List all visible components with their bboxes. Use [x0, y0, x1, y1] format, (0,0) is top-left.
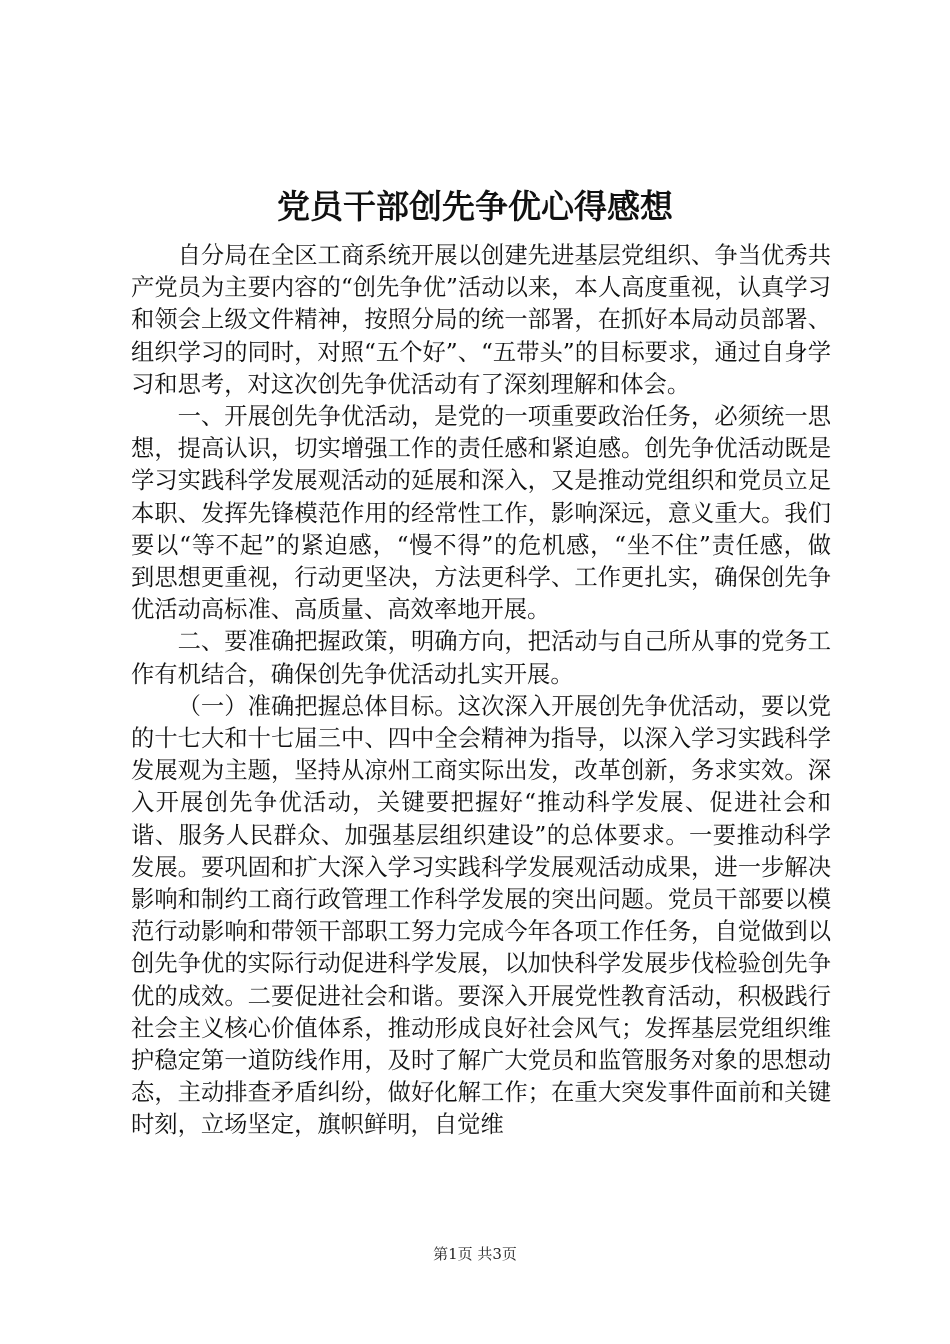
paragraph-subsection-one: （一）准确把握总体目标。这次深入开展创先争优活动，要以党的十七大和十七届三中、四中全会精神为指导，以深入学习实践科学发展观为主题，坚持从凉州工商实际出发，改革创新，务求实效。深入开展创先争优活动，关键要把握好“推动科学发展、促进社会和谐、服务人民群众、加强基层组织建设”的总体要求。一要推动科学发展。要巩固和扩大深入学习实践科学发展观活动成果，进一步解决影响和制约工商行政管理工作科学发展的突出问题。党员干部要以模范行动影响和带领干部职工努力完成今年各项工作任务，自觉做到以创先争优的实际行动促进科学发展，以加快科学发展步伐检验创先争优的成效。二要促进社会和谐。要深入开展党性教育活动，积极践行社会主义核心价值体系，推动形成良好社会风气；发挥基层党组织维护稳定第一道防线作用，及时了解广大党员和监管服务对象的思想动态，主动排查矛盾纠纷，做好化解工作；在重大突发事件面前和关键时刻，立场坚定，旗帜鲜明，自觉维	[131, 692, 831, 1139]
paragraph-section-two: 二、要准确把握政策，明确方向，把活动与自己所从事的党务工作有机结合，确保创先争优活动扎实开展。	[131, 628, 831, 688]
document-body	[131, 240, 831, 1142]
paragraph-section-one: 一、开展创先争优活动，是党的一项重要政治任务，必须统一思想，提高认识，切实增强工作的责任感和紧迫感。创先争优活动既是学习实践科学发展观活动的延展和深入，又是推动党组织和党员立足本职、发挥先锋模范作用的经常性工作，影响深远，意义重大。我们要以“等不起”的紧迫感，“慢不得”的危机感，“坐不住”责任感，做到思想更重视，行动更坚决，方法更科学、工作更扎实，确保创先争优活动高标准、高质量、高效率地开展。	[131, 403, 831, 624]
document-title: 党员干部创先争优心得感想	[277, 187, 673, 226]
page-footer: 第1页 共3页	[433, 1245, 517, 1263]
paragraph-intro: 自分局在全区工商系统开展以创建先进基层党组织、争当优秀共产党员为主要内容的“创先争优”活动以来，本人高度重视，认真学习和领会上级文件精神，按照分局的统一部署，在抓好本局动员部署、组织学习的同时，对照“五个好”、“五带头”的目标要求，通过自身学习和思考，对这次创先争优活动有了深刻理解和体会。	[131, 242, 831, 398]
